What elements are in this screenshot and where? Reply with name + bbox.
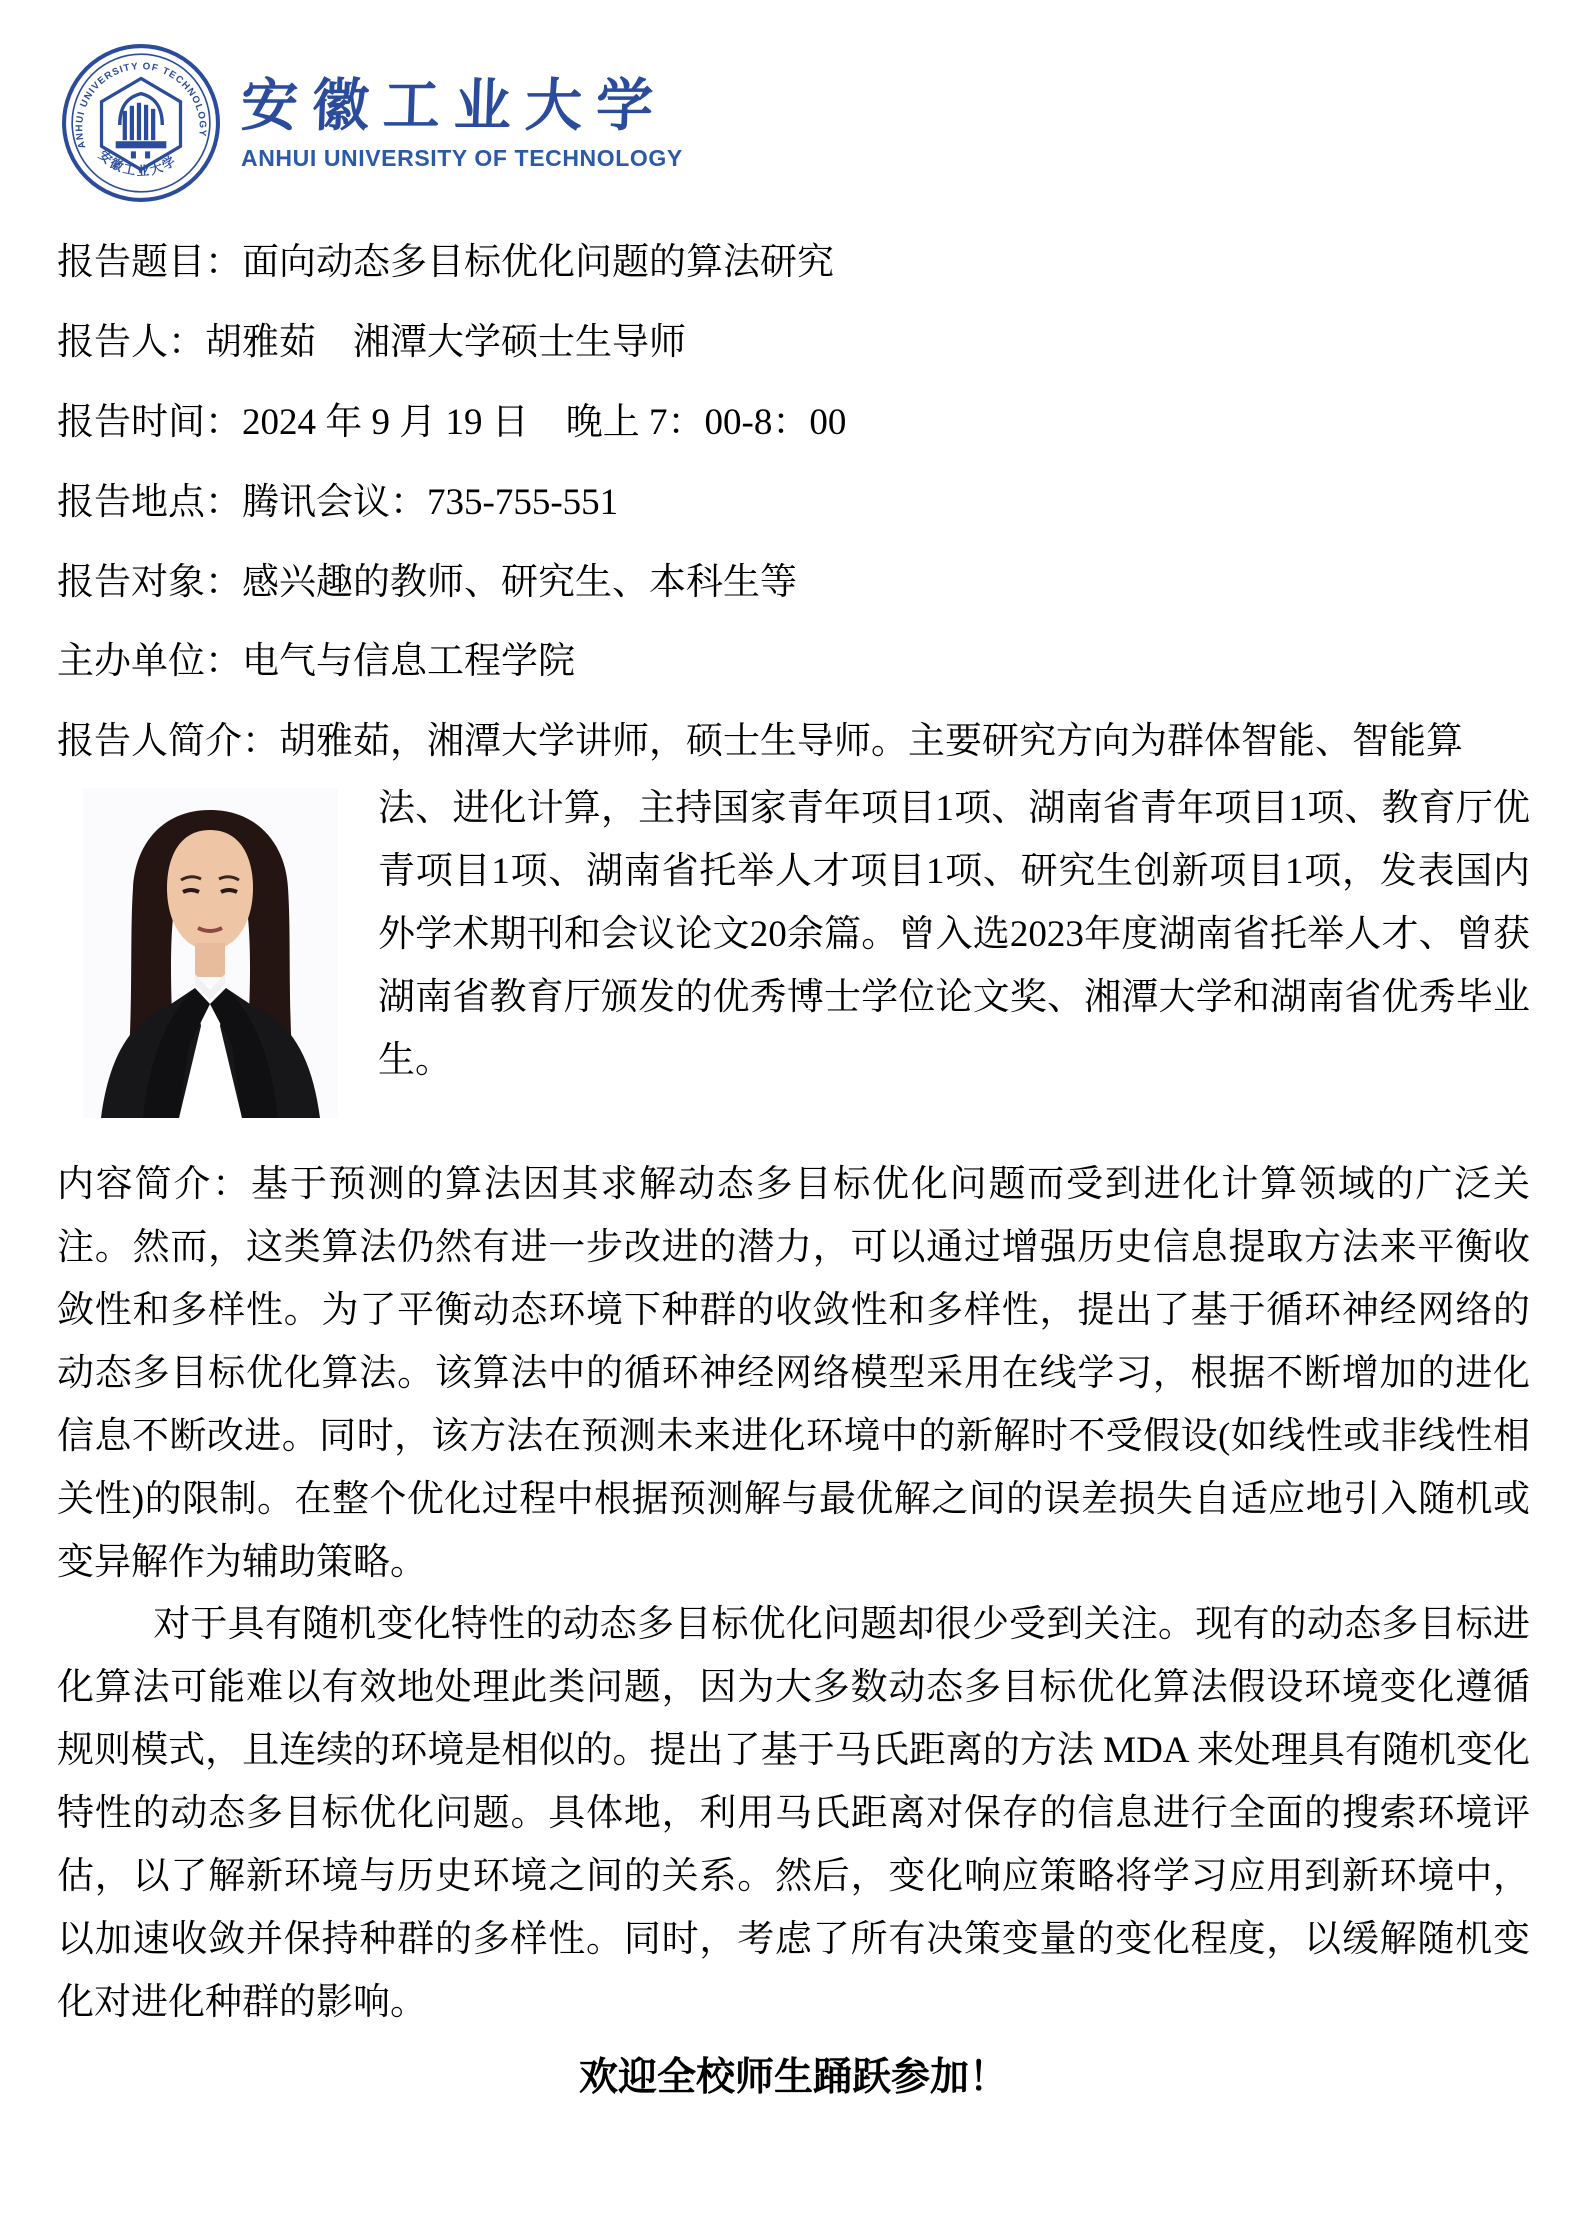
university-header: [57, 40, 1530, 206]
university-seal-icon: [57, 42, 225, 204]
report-organizer-line: [57, 631, 1530, 694]
seal-ring-text: ANHUI UNIVERSITY OF TECHNOLOGY: [74, 61, 208, 150]
speaker-bio-wrapped-text: 法、进化计算，主持国家青年项目1项、湖南省青年项目1项、教育厅优青项目1项、湖南省托举人才项目1项、研究生创新项目1项，发表国内外学术期刊和会议论文20余篇。曾入选2023年度湖南省托举人才、曾获湖南省教育厅颁发的优秀博士学位论文奖、湘潭大学和湖南省优秀毕业生。: [378, 788, 1530, 1081]
abstract-paragraph-1: 内容简介：基于预测的算法因其求解动态多目标优化问题而受到进化计算领域的广泛关注。然而，这类算法仍然有进一步改进的潜力，可以通过增强历史信息提取方法来平衡收敛性和多样性。为了平衡动态环境下种群的收敛性和多样性，提出了基于循环神经网络的动态多目标优化算法。该算法中的循环神经网络模型采用在线学习，根据不断增加的进化信息不断改进。同时，该方法在预测未来进化环境中的新解时不受假设(如线性或非线性相关性)的限制。在整个优化过程中根据预测解与最优解之间的误差损失自适应地引入随机或变异解作为辅助策略。: [57, 1164, 1530, 1583]
report-location-value: 腾讯会议：735-755-551: [242, 481, 619, 523]
abstract-paragraph-2: 对于具有随机变化特性的动态多目标优化问题却很少受到关注。现有的动态多目标进化算法可能难以有效地处理此类问题，因为大多数动态多目标优化算法假设环境变化遵循规则模式，且连续的环境是相似的。提出了基于马氏距离的方法 MDA 来处理具有随机变化特性的动态多目标优化问题。具体地，利用马氏距离对保存的信息进行全面的搜索环境评估，以了解新环境与历史环境之间的关系。然后，变化响应策略将学习应用到新环境中，以加速收敛并保持种群的多样性。同时，考虑了所有决策变量的变化程度，以缓解随机变化对进化种群的影响。: [57, 1604, 1530, 2023]
report-info-list: [57, 232, 1530, 694]
speaker-photo: [83, 788, 338, 1118]
report-title-value: 面向动态多目标优化问题的算法研究: [242, 242, 834, 283]
report-time-line: [57, 392, 1530, 455]
report-audience-label: 报告对象：: [57, 561, 242, 603]
report-organizer-label: 主办单位：: [57, 641, 242, 683]
report-audience-value: 感兴趣的教师、研究生、本科生等: [242, 561, 797, 603]
university-name-zh: 安徽工业大学: [239, 75, 669, 139]
report-location-label: 报告地点：: [57, 481, 242, 523]
report-title-label: 报告题目：: [57, 242, 242, 283]
report-speaker-line: [57, 312, 1530, 375]
report-speaker-label: 报告人：: [57, 321, 205, 363]
report-audience-line: [57, 552, 1530, 615]
speaker-bio-first-line: 报告人简介：胡雅茹，湘潭大学讲师，硕士生导师。主要研究方向为群体智能、智能算: [57, 721, 1463, 763]
seal-bottom-text: 安徽工业大学: [95, 147, 180, 179]
report-location-line: [57, 472, 1530, 535]
report-time-label: 报告时间：: [57, 401, 242, 443]
university-wordmark: [241, 74, 683, 172]
university-name-en: ANHUI UNIVERSITY OF TECHNOLOGY: [241, 144, 683, 171]
report-organizer-value: 电气与信息工程学院: [242, 641, 575, 683]
report-title-line: [57, 232, 1530, 295]
abstract-section: [57, 1154, 1530, 2034]
report-speaker-value: 胡雅茹 湘潭大学硕士生导师: [205, 321, 686, 363]
closing-line: 欢迎全校师生踊跃参加！: [578, 2055, 1008, 2099]
speaker-bio-flow: [57, 778, 1530, 1118]
speaker-bio-section: [57, 711, 1530, 1118]
report-time-value: 2024 年 9 月 19 日 晚上 7：00-8：00: [242, 401, 847, 443]
